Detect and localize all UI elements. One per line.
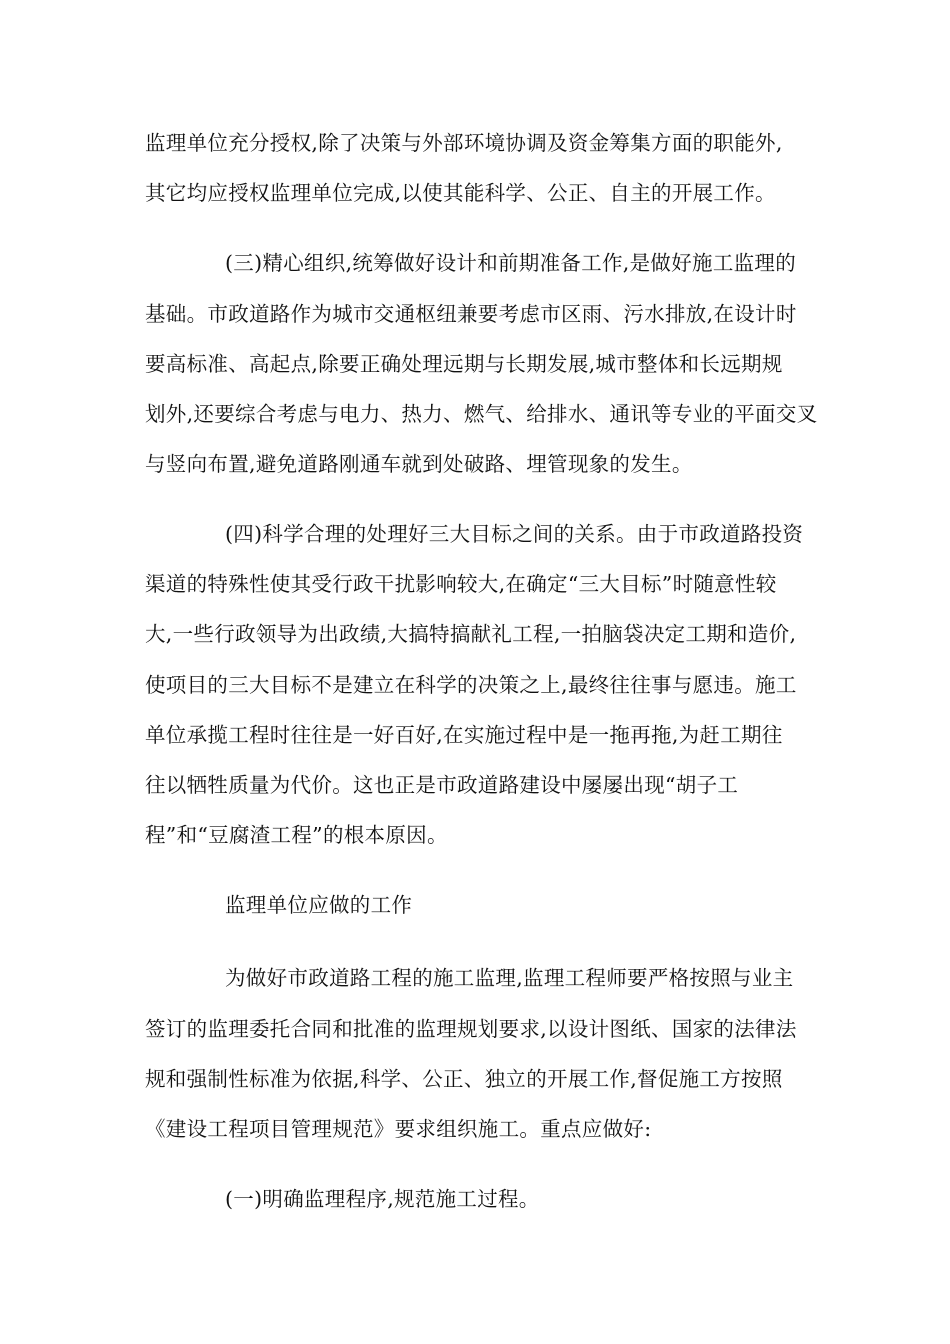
- paragraph-line: 程”和“豆腐渣工程”的根本原因。: [145, 823, 448, 847]
- paragraph-line: 往以牺牲质量为代价。这也正是市政道路建设中屡屡出现“胡子工: [145, 773, 739, 797]
- paragraph-line: (四)科学合理的处理好三大目标之间的关系。由于市政道路投资: [225, 522, 804, 546]
- paragraph-line: 《建设工程项目管理规范》要求组织施工。重点应做好:: [145, 1117, 652, 1141]
- paragraph-line: (一)明确监理程序,规范施工过程。: [225, 1187, 540, 1211]
- paragraph-line: 为做好市政道路工程的施工监理,监理工程师要严格按照与业主: [225, 966, 794, 990]
- paragraph-line: 监理单位充分授权,除了决策与外部环境协调及资金筹集方面的职能外,: [145, 131, 783, 155]
- paragraph-line: 大,一些行政领导为出政绩,大搞特搞献礼工程,一拍脑袋决定工期和造价,: [145, 622, 797, 646]
- paragraph-line: 划外,还要综合考虑与电力、热力、燃气、给排水、通讯等专业的平面交叉: [145, 402, 818, 426]
- paragraph-line: 与竖向布置,避免道路刚通车就到处破路、埋管现象的发生。: [145, 452, 693, 476]
- paragraph-line: 签订的监理委托合同和批准的监理规划要求,以设计图纸、国家的法律法: [145, 1017, 797, 1041]
- paragraph-line: (三)精心组织,统筹做好设计和前期准备工作,是做好施工监理的: [225, 251, 797, 275]
- paragraph-line: 渠道的特殊性使其受行政干扰影响较大,在确定“三大目标”时随意性较: [145, 572, 777, 596]
- paragraph-line: 要高标准、高起点,除要正确处理远期与长期发展,城市整体和长远期规: [145, 352, 783, 376]
- paragraph-line: 单位承揽工程时往往是一好百好,在实施过程中是一拖再拖,为赶工期往: [145, 723, 783, 747]
- paragraph-line: 其它均应授权监理单位完成,以使其能科学、公正、自主的开展工作。: [145, 181, 776, 205]
- paragraph-line: 使项目的三大目标不是建立在科学的决策之上,最终往往事与愿违。施工: [145, 673, 797, 697]
- section-heading: 监理单位应做的工作: [225, 893, 413, 917]
- paragraph-line: 基础。市政道路作为城市交通枢纽兼要考虑市区雨、污水排放,在设计时: [145, 302, 797, 326]
- paragraph-line: 规和强制性标准为依据,科学、公正、独立的开展工作,督促施工方按照: [145, 1067, 783, 1091]
